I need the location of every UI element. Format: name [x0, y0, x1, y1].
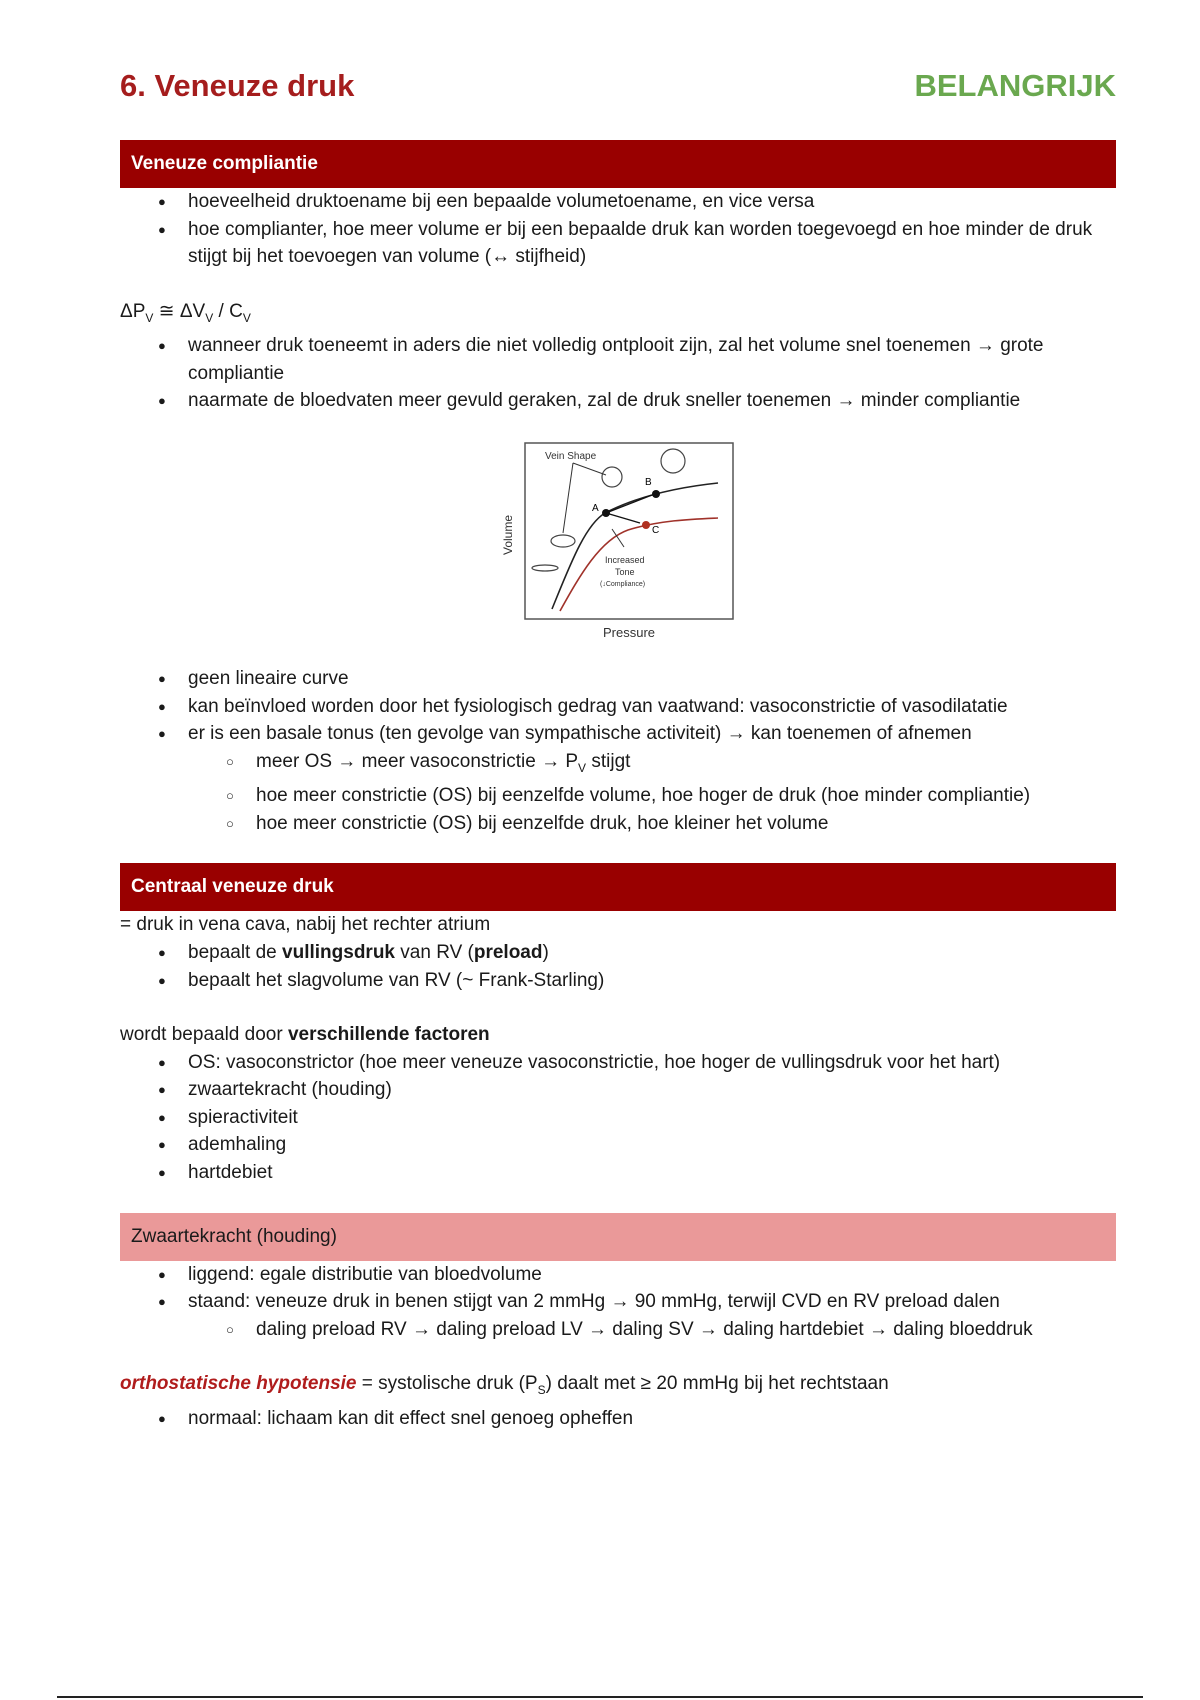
importance-tag: BELANGRIJK	[914, 68, 1116, 103]
section-heading-veneuze-compliantie: Veneuze compliantie	[120, 140, 1116, 188]
compliance-formula: $\Delta P_V$ ≅ $\Delta V_V / C_V$	[120, 300, 251, 325]
section-heading-centraal-veneuze-druk: Centraal veneuze druk	[120, 863, 1116, 911]
x-axis-label: Pressure	[602, 624, 656, 640]
list-item: ● zwaartekracht (houding)	[188, 1076, 1116, 1104]
tone-label-1: Increased	[605, 554, 645, 565]
section-heading-zwaartekracht: Zwaartekracht (houding)	[120, 1213, 1116, 1261]
page-title: 6. Veneuze druk	[120, 68, 355, 103]
list-item: ● staand: veneuze druk in benen stijgt van 2 mmHg → 90 mmHg, terwijl CVD en RV preload dalen	[188, 1288, 1116, 1316]
list-item: ○ hoe meer constrictie (OS) bij eenzelfde druk, hoe kleiner het volume	[256, 810, 1116, 838]
list-item: ● bepaalt de vullingsdruk van RV (preload)	[188, 939, 1116, 967]
vein-shape-label: Vein Shape	[545, 450, 597, 462]
list-item: ● normaal: lichaam kan dit effect snel genoeg opheffen	[188, 1405, 1116, 1433]
list-item: ● spieractiviteit	[188, 1104, 1116, 1132]
document-page	[120, 60, 1116, 1432]
orthostatic-bullets	[120, 1405, 1116, 1433]
point-b	[652, 490, 660, 498]
cvd-bullets	[120, 939, 1116, 994]
list-item: ● geen lineaire curve	[188, 665, 1116, 693]
tone-label-2: Tone	[615, 566, 635, 577]
cvd-definition: = druk in vena cava, nabij het rechter atrium	[120, 914, 491, 936]
point-c-label: C	[652, 524, 660, 536]
compliance-bullets	[120, 188, 1116, 271]
list-item: ● OS: vasoconstrictor (hoe meer veneuze vasoconstrictie, hoe hoger de vullingsdruk voor het hart)	[188, 1049, 1116, 1077]
tone-label-3: (↓Compliance)	[600, 580, 646, 588]
orthostatic-term: orthostatische hypotensie	[120, 1373, 357, 1395]
plot-frame	[525, 443, 733, 619]
page-bottom-rule	[57, 1696, 1143, 1698]
gravity-bullets	[120, 1261, 1116, 1316]
list-item: ● ademhaling	[188, 1131, 1116, 1159]
factors-intro: wordt bepaald door verschillende factoren	[120, 1024, 490, 1046]
list-item: ● kan beïnvloed worden door het fysiologisch gedrag van vaatwand: vasoconstrictie of vasodilatatie	[188, 693, 1116, 721]
gravity-sub-bullets	[120, 1316, 1116, 1344]
orthostatic-definition: orthostatische hypotensie = systolische druk $(P_S)$ daalt met ≥ 20 mmHg bij het rechtstaan	[120, 1373, 889, 1398]
list-item: ○ meer OS → meer vasoconstrictie → $P_V$ stijgt	[256, 748, 1116, 782]
list-item: ● naarmate de bloedvaten meer gevuld geraken, zal de druk sneller toenemen → minder compliantie	[188, 387, 1116, 415]
list-item: ● hoe complianter, hoe meer volume er bij een bepaalde druk kan worden toegevoegd en hoe minder de druk stijgt bij het toevoegen van volume (↔ stijfheid)	[188, 216, 1116, 271]
factors-list	[120, 1049, 1116, 1187]
tonus-sub-bullets	[120, 748, 1116, 838]
point-b-label: B	[645, 476, 652, 488]
y-axis-label: Volume	[501, 514, 515, 555]
list-item: ● liggend: egale distributie van bloedvolume	[188, 1261, 1116, 1289]
formula-bullets	[120, 332, 1116, 415]
pressure-volume-diagram	[120, 415, 1116, 665]
list-item: ● bepaalt het slagvolume van RV (~ Frank-Starling)	[188, 967, 1116, 995]
list-item: ● er is een basale tonus (ten gevolge van sympathische activiteit) → kan toenemen of afnemen	[188, 720, 1116, 748]
list-item: ○ hoe meer constrictie (OS) bij eenzelfde volume, hoe hoger de druk (hoe minder compliantie)	[256, 782, 1116, 810]
list-item: ● hoeveelheid druktoename bij een bepaalde volumetoename, en vice versa	[188, 188, 1116, 216]
list-item: ○ daling preload RV → daling preload LV → daling SV → daling hartdebiet → daling bloeddruk	[256, 1316, 1116, 1344]
compliance-figure	[120, 415, 1116, 665]
list-item: ● hartdebiet	[188, 1159, 1116, 1187]
point-c	[642, 521, 650, 529]
curve-bullets	[120, 665, 1116, 748]
title-row	[120, 60, 1116, 120]
list-item: ● wanneer druk toeneemt in aders die niet volledig ontplooit zijn, zal het volume snel toenemen → grote compliantie	[188, 332, 1116, 387]
point-a-label: A	[592, 502, 599, 514]
